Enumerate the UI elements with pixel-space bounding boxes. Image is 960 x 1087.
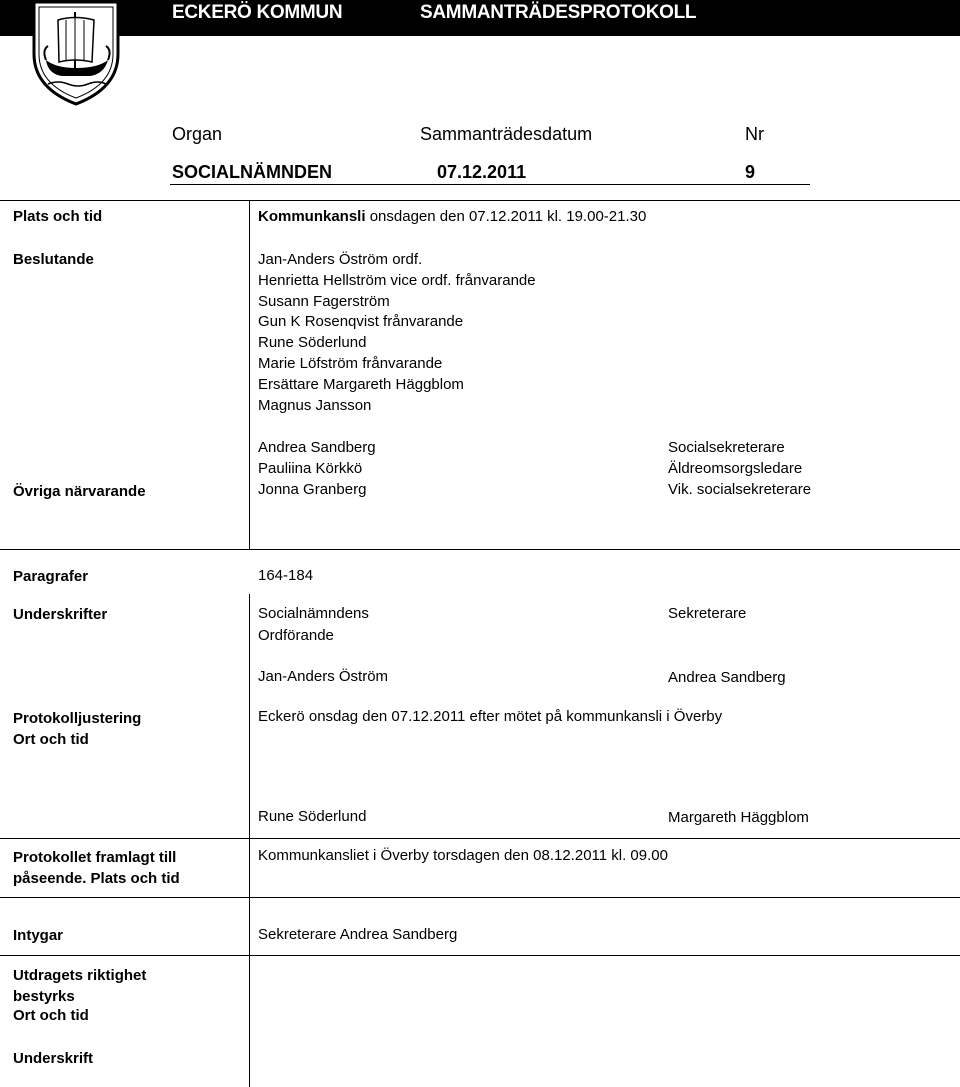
date-value: 07.12.2011 [437,162,527,182]
justering-label-1: Protokolljustering [13,710,142,727]
list-item: Henrietta Hellström vice ordf. frånvarande [258,271,536,289]
framlagt-divider [0,838,960,839]
utdrag-label-2: bestyrks [13,988,75,1005]
underskrifter-left-title-1: Socialnämndens [258,605,369,622]
document-type: SAMMANTRÄDESPROTOKOLL [420,2,697,23]
list-item: Pauliina Körkkö [258,459,363,477]
plats-time: onsdagen den 07.12.2011 kl. 19.00-21.30 [365,208,647,225]
ovriga-names [258,438,376,500]
beslutande-label: Beslutande [13,251,94,268]
underskrifter-right-name: Andrea Sandberg [668,669,786,686]
list-item: Vik. socialsekreterare [668,480,812,498]
list-item: Rune Söderlund [258,334,367,352]
framlagt-value: Kommunkansliet i Överby torsdagen den 08.12.2011 kl. 09.00 [258,847,668,864]
organ-value: SOCIALNÄMNDEN [172,162,332,182]
organ-label: Organ [172,124,223,144]
mid-divider [0,549,960,550]
justering-label-2: Ort och tid [13,731,89,748]
plats-place: Kommunkansli [258,208,366,225]
framlagt-label-1: Protokollet framlagt till [13,849,177,866]
justering-sign-right: Margareth Häggblom [668,809,809,826]
list-item: Ersättare Margareth Häggblom [258,375,464,393]
list-item: Socialsekreterare [668,439,785,456]
utdrag-label-4: Underskrift [13,1050,94,1067]
list-item: Äldreomsorgsledare [668,459,803,477]
top-divider [0,200,960,201]
municipality-name: ECKERÖ KOMMUN [172,2,343,23]
list-item: Susann Fagerström [258,292,390,310]
plats-label: Plats och tid [13,208,103,225]
list-item: Marie Löfström frånvarande [258,354,443,372]
paragrafer-value: 164-184 [258,567,314,584]
underskrifter-label: Underskrifter [13,606,108,623]
beslutande-list [258,250,536,416]
list-item: Jan-Anders Öström ordf. [258,251,423,268]
coat-of-arms-icon [28,0,124,106]
paragrafer-label: Paragrafer [13,568,89,585]
underskrifter-right-title: Sekreterare [668,605,747,622]
underskrifter-left-name: Jan-Anders Öström [258,668,389,685]
nr-label: Nr [745,124,764,144]
utdrag-divider [0,955,960,956]
intygar-label: Intygar [13,927,64,944]
intygar-value: Sekreterare Andrea Sandberg [258,926,458,943]
date-label: Sammanträdesdatum [420,124,593,144]
column-divider-top [249,200,250,549]
ovriga-label: Övriga närvarande [13,483,146,500]
utdrag-label-3: Ort och tid [13,1007,89,1024]
justering-value: Eckerö onsdag den 07.12.2011 efter mötet på kommunkansli i Överby [258,708,723,725]
list-item: Jonna Granberg [258,480,367,498]
meta-underline [170,184,810,185]
plats-value [258,206,646,227]
nr-value: 9 [745,162,756,182]
ovriga-roles [668,438,811,500]
justering-sign-left: Rune Söderlund [258,808,367,825]
framlagt-label-2: påseende. Plats och tid [13,870,180,887]
list-item: Gun K Rosenqvist frånvarande [258,313,464,331]
list-item: Magnus Jansson [258,396,372,414]
underskrifter-left-title-2: Ordförande [258,627,334,644]
intygar-divider [0,897,960,898]
column-divider-bottom [249,594,250,1087]
list-item: Andrea Sandberg [258,439,376,456]
utdrag-label-1: Utdragets riktighet [13,967,147,984]
